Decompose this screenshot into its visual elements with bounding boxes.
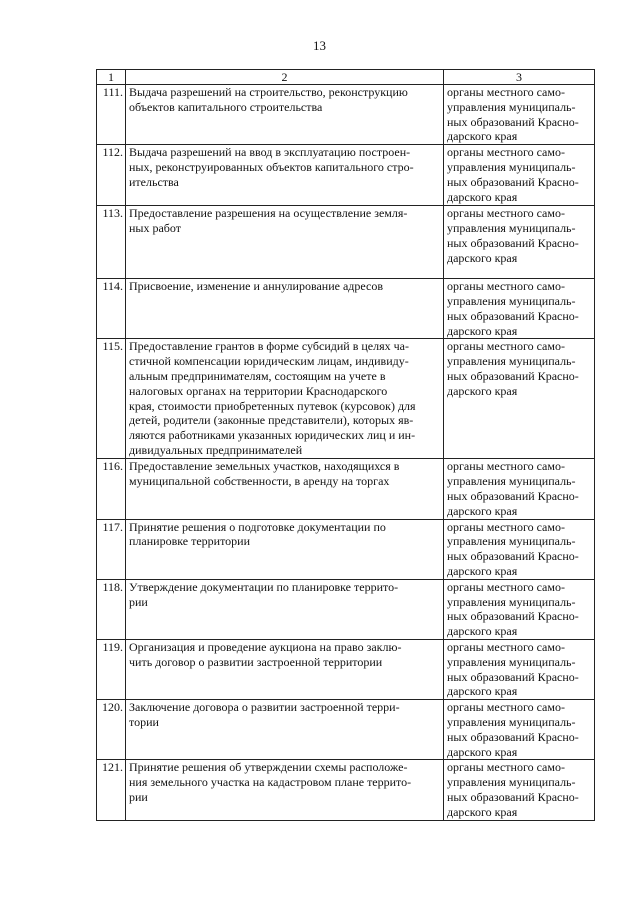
table-row: [97, 700, 595, 760]
table-row: [97, 760, 595, 820]
service-name-cell: [126, 459, 444, 519]
authority-cell: [444, 700, 595, 760]
service-name-text: Заключение договора о развитии застроенной терри- тории: [129, 700, 400, 729]
authority-text: органы местного само- управления муниципаль- ных образований Красно- дарского края: [447, 206, 579, 265]
row-number: 111.: [97, 85, 126, 145]
table-row: [97, 519, 595, 579]
column-header-service: 2: [126, 70, 444, 85]
row-number: 112.: [97, 145, 126, 206]
service-name-cell: [126, 579, 444, 639]
service-name-cell: [126, 145, 444, 206]
service-name-text: Предоставление земельных участков, находящихся в муниципальной собственности, в аренду на торгах: [129, 459, 400, 489]
row-number: 119.: [97, 639, 126, 699]
row-number: 114.: [97, 279, 126, 339]
authority-text: органы местного само- управления муниципаль- ных образований Красно- дарского края: [447, 519, 579, 578]
authority-cell: [444, 206, 595, 279]
authority-text: органы местного само- управления муниципаль- ных образований Красно- дарского края: [447, 459, 579, 518]
row-number: 118.: [97, 579, 126, 639]
table-row: [97, 639, 595, 699]
row-number: 113.: [97, 206, 126, 279]
column-header-authority: 3: [444, 70, 595, 85]
table-row: [97, 85, 595, 145]
service-name-cell: [126, 279, 444, 339]
authority-text: органы местного само- управления муниципаль- ных образований Красно- дарского края: [447, 579, 579, 639]
service-name-cell: [126, 760, 444, 820]
authority-cell: [444, 339, 595, 459]
service-name-text: Предоставление грантов в форме субсидий в целях ча- стичной компенсации юридическим лицам, индивиду- альным предпринимателям, состоящим на учете в налоговых органах на территории Краснодарского края, стоимости приобретенных путевок (курсовок) для детей, родители (законные представители), которых яв- ляются работниками указанных юридических лиц и ин- дивидуальных предпринимателей: [129, 339, 416, 457]
authority-cell: [444, 279, 595, 339]
row-number: 116.: [97, 459, 126, 519]
authority-cell: [444, 459, 595, 519]
row-number: 115.: [97, 339, 126, 459]
service-name-text: Принятие решения о подготовке документации по планировке территории: [129, 519, 386, 549]
services-table: [96, 69, 595, 821]
table-row: [97, 459, 595, 519]
authority-text: органы местного само- управления муниципаль- ных образований Красно- дарского края: [447, 145, 579, 204]
row-number: 120.: [97, 700, 126, 760]
service-name-cell: [126, 519, 444, 579]
authority-text: органы местного само- управления муниципаль- ных образований Красно- дарского края: [447, 639, 579, 699]
service-name-text: Утверждение документации по планировке террито- рии: [129, 579, 399, 609]
authority-cell: [444, 85, 595, 145]
authority-text: органы местного само- управления муниципаль- ных образований Красно- дарского края: [447, 339, 579, 398]
authority-cell: [444, 519, 595, 579]
service-name-text: Выдача разрешений на строительство, реконструкцию объектов капитального строительства: [129, 85, 408, 114]
service-name-text: Предоставление разрешения на осуществление земля- ных работ: [129, 206, 408, 235]
authority-text: органы местного само- управления муниципаль- ных образований Красно- дарского края: [447, 760, 579, 819]
table-row: [97, 206, 595, 279]
service-name-text: Присвоение, изменение и аннулирование адресов: [129, 279, 383, 294]
authority-text: органы местного само- управления муниципаль- ных образований Красно- дарского края: [447, 700, 579, 759]
authority-cell: [444, 760, 595, 820]
page-number: 13: [313, 38, 326, 53]
service-name-text: Выдача разрешений на ввод в эксплуатацию построен- ных, реконструированных объектов капитального стро- ительства: [129, 145, 414, 189]
table-row: [97, 145, 595, 206]
service-name-cell: [126, 639, 444, 699]
service-name-text: Принятие решения об утверждении схемы расположе- ния земельного участка на кадастровом плане террито- рии: [129, 760, 412, 804]
column-header-number: 1: [97, 70, 126, 85]
authority-cell: [444, 579, 595, 639]
service-name-text: Организация и проведение аукциона на право заклю- чить договор о развитии застроенной территории: [129, 639, 402, 669]
row-number: 121.: [97, 760, 126, 820]
authority-cell: [444, 145, 595, 206]
service-name-cell: [126, 700, 444, 760]
table-row: [97, 279, 595, 339]
row-number: 117.: [97, 519, 126, 579]
authority-cell: [444, 639, 595, 699]
table-header-row: [97, 70, 595, 85]
authority-text: органы местного само- управления муниципаль- ных образований Красно- дарского края: [447, 279, 579, 338]
table-row: [97, 579, 595, 639]
authority-text: органы местного само- управления муниципаль- ных образований Красно- дарского края: [447, 85, 579, 144]
service-name-cell: [126, 85, 444, 145]
table-row: [97, 339, 595, 459]
service-name-cell: [126, 339, 444, 459]
service-name-cell: [126, 206, 444, 279]
